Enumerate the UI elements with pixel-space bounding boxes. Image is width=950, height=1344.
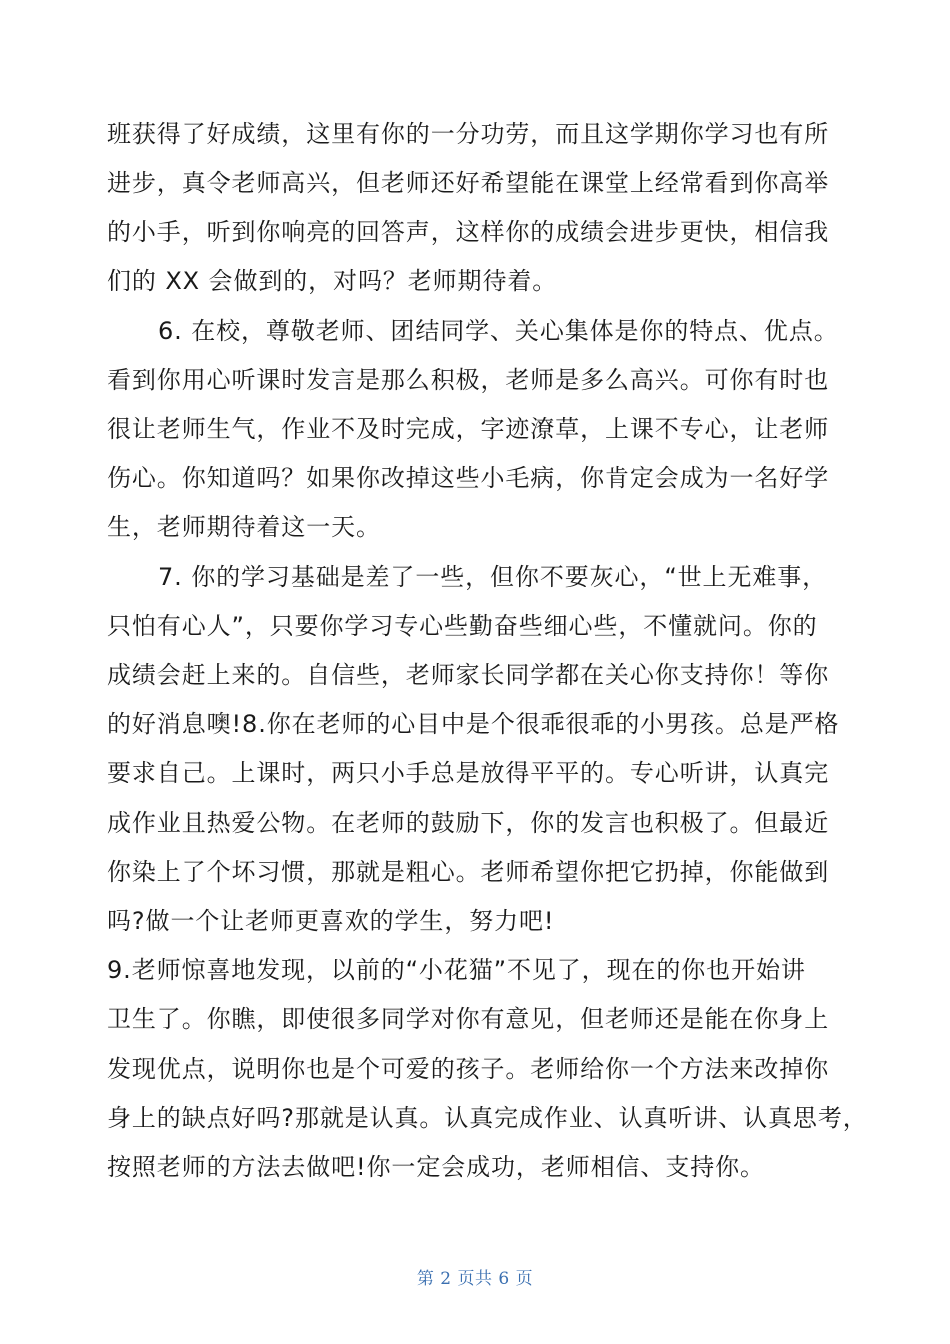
text-line: 生，老师期待着这一天。: [107, 513, 381, 541]
text-line: 的好消息噢!8.你在老师的心目中是个很乖很乖的小男孩。总是严格: [107, 710, 840, 738]
text-line: 只怕有心人”，只要你学习专心些勤奋些细心些，不懂就问。你的: [107, 612, 818, 640]
text-line: 吗?做一个让老师更喜欢的学生，努力吧!: [107, 907, 555, 935]
text-line: 很让老师生气，作业不及时完成，字迹潦草，上课不专心，让老师: [107, 415, 830, 443]
text-line: 发现优点，说明你也是个可爱的孩子。老师给你一个方法来改掉你: [107, 1055, 830, 1083]
paragraph-6-start: 6. 在校，尊敬老师、团结同学、关心集体是你的特点、优点。: [158, 317, 839, 345]
text-line: 按照老师的方法去做吧!你一定会成功，老师相信、支持你。: [107, 1153, 765, 1181]
text-line: 成作业且热爱公物。在老师的鼓励下，你的发言也积极了。但最近: [107, 809, 830, 837]
text-line: 成绩会赶上来的。自信些，老师家长同学都在关心你支持你！等你: [107, 661, 830, 689]
text-line: 卫生了。你瞧，即使很多同学对你有意见，但老师还是能在你身上: [107, 1005, 830, 1033]
text-line: 的小手，听到你响亮的回答声，这样你的成绩会进步更快，相信我: [107, 218, 830, 246]
text-line: 伤心。你知道吗？如果你改掉这些小毛病，你肯定会成为一名好学: [107, 464, 830, 492]
text-line: 看到你用心听课时发言是那么积极，老师是多么高兴。可你有时也: [107, 366, 830, 394]
text-line: 班获得了好成绩，这里有你的一分功劳，而且这学期你学习也有所: [107, 120, 830, 148]
text-line: 要求自己。上课时，两只小手总是放得平平的。专心听讲，认真完: [107, 759, 830, 787]
page-number-footer: 第 2 页共 6 页: [416, 1269, 534, 1289]
paragraph-9-start: 9.老师惊喜地发现，以前的“小花猫”不见了，现在的你也开始讲: [107, 956, 806, 984]
text-line: 身上的缺点好吗?那就是认真。认真完成作业、认真听讲、认真思考，: [107, 1104, 868, 1132]
text-line: 你染上了个坏习惯，那就是粗心。老师希望你把它扔掉，你能做到: [107, 858, 830, 886]
paragraph-7-start: 7. 你的学习基础是差了一些，但你不要灰心，“世上无难事，: [158, 563, 828, 591]
text-line: 进步，真令老师高兴，但老师还好希望能在课堂上经常看到你高举: [107, 169, 830, 197]
text-line: 们的 XX 会做到的，对吗？老师期待着。: [107, 267, 558, 295]
